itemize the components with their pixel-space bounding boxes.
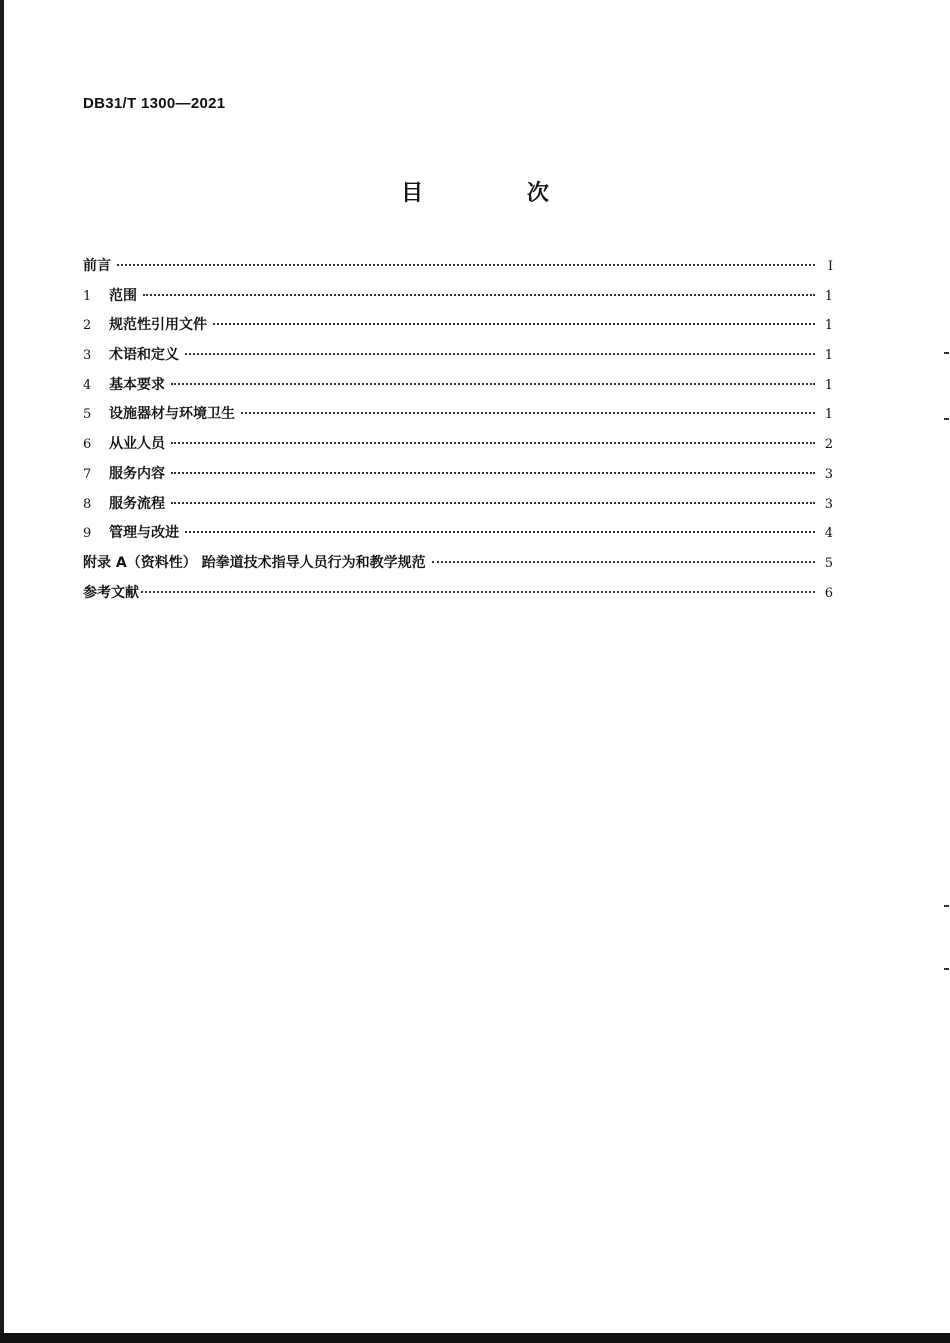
toc-entry-label: 前言 [83, 258, 111, 274]
toc-leader [213, 323, 815, 325]
toc-leader [171, 442, 815, 444]
toc-entry-page: 3 [824, 466, 833, 482]
toc-entry-basic-requirements[interactable] [83, 374, 833, 404]
toc-entry-label: 术语和定义 [109, 347, 179, 364]
toc-entry-page: 4 [824, 526, 833, 542]
toc-entry-normative-references[interactable] [83, 314, 833, 344]
toc-entry-label: 基本要求 [109, 376, 165, 393]
toc-entry-number: 7 [83, 466, 92, 482]
scan-mark [944, 352, 949, 354]
toc-entry-number: 6 [83, 437, 92, 453]
toc-entry-management[interactable] [83, 522, 833, 552]
toc-leader [432, 561, 815, 563]
toc-entry-scope[interactable] [83, 285, 833, 315]
toc-entry-label: 设施器材与环境卫生 [109, 406, 235, 423]
toc-entry-number: 9 [83, 526, 92, 542]
toc-entry-label: 服务内容 [109, 465, 165, 482]
toc-leader [171, 502, 815, 504]
toc-entry-label: 从业人员 [109, 436, 165, 453]
toc-entry-page: I [827, 259, 833, 274]
toc-entry-number: 1 [83, 288, 92, 304]
toc-entry-label: 规范性引用文件 [109, 317, 207, 334]
toc-entry-number: 5 [83, 407, 92, 423]
toc-leader [171, 472, 815, 474]
toc-entry-page: 1 [824, 288, 833, 304]
toc-entry-page: 5 [824, 555, 833, 571]
scan-bottom-edge [0, 1333, 950, 1343]
toc-entry-page: 6 [824, 585, 833, 601]
toc-leader [143, 294, 815, 296]
toc-entry-bibliography[interactable] [83, 582, 833, 612]
toc-entry-appendix-a[interactable] [83, 552, 833, 582]
toc-title: 目 次 [401, 181, 597, 206]
scan-mark [944, 968, 949, 970]
toc-leader [171, 383, 815, 385]
toc-entry-page: 1 [824, 407, 833, 423]
toc-entry-page: 1 [824, 377, 833, 393]
toc-entry-number: 8 [83, 496, 92, 512]
scan-mark [944, 905, 949, 907]
toc-entry-number: 4 [83, 377, 92, 393]
toc-entry-foreword[interactable] [83, 255, 833, 285]
toc-entry-page: 2 [824, 437, 833, 453]
toc-entry-page: 1 [824, 318, 833, 334]
toc-entry-personnel[interactable] [83, 433, 833, 463]
toc-leader [241, 412, 815, 414]
toc-entry-terms[interactable] [83, 344, 833, 374]
toc-entry-label: 参考文献 [83, 584, 139, 601]
toc-entry-label: 管理与改进 [109, 525, 179, 542]
toc-entry-page: 1 [824, 348, 833, 364]
toc-entry-service-process[interactable] [83, 493, 833, 523]
toc-leader [117, 264, 815, 266]
table-of-contents [83, 255, 833, 611]
toc-entry-number: 3 [83, 348, 92, 364]
toc-entry-label: 附录 A（资料性） 跆拳道技术指导人员行为和教学规范 [83, 554, 426, 571]
toc-leader [185, 353, 815, 355]
toc-entry-label: 服务流程 [109, 495, 165, 512]
document-code: DB31/T 1300—2021 [83, 95, 226, 112]
toc-entry-label: 范围 [109, 287, 137, 304]
toc-leader [141, 591, 815, 593]
toc-entry-number: 2 [83, 318, 92, 334]
toc-leader [185, 531, 815, 533]
toc-entry-page: 3 [824, 496, 833, 512]
toc-entry-service-content[interactable] [83, 463, 833, 493]
toc-entry-facilities[interactable] [83, 403, 833, 433]
scan-mark [944, 418, 949, 420]
